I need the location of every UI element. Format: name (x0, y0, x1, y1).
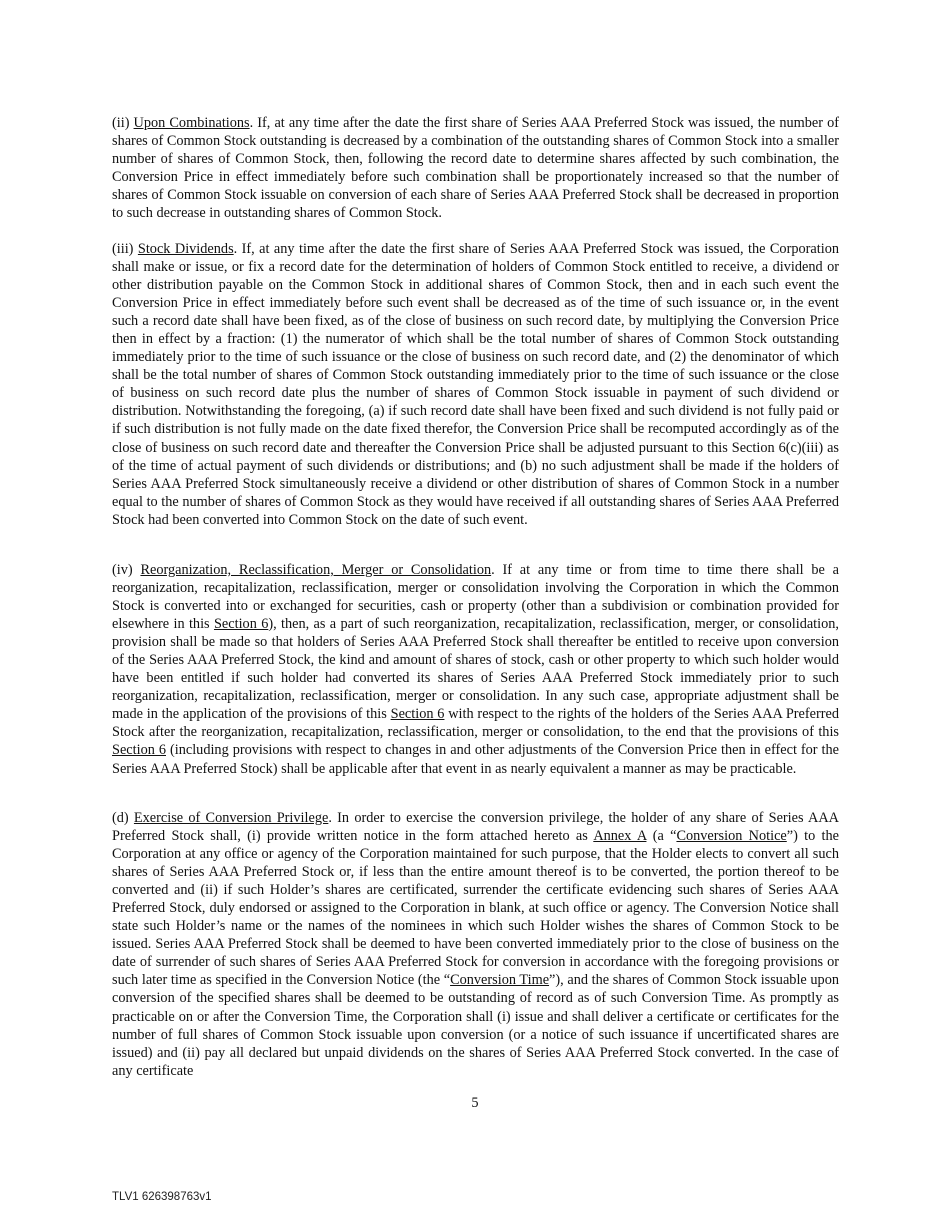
paragraph-text: . If at any time or from time to time there shall be a reorganization, recapitalization, reclassification, merger or consolidation involving the Corporation in which the Common Stock is converted into or exchanged for securities, cash or property (other than a subdivision or combination provided for elsewhere in this (112, 562, 839, 633)
defined-term: Conversion Time (450, 972, 550, 989)
paragraph-text: (a “ (646, 828, 677, 845)
section-reference: Section 6 (112, 742, 166, 759)
paragraph-lead: (iv) (112, 562, 141, 578)
paragraph-text: ), then, as a part of such reorganization, recapitalization, reclassification, merger, or consolidation, provision shall be made so that holders of Series AAA Preferred Stock shall thereafter be entitled to receive upon conversion of the Series AAA Preferred Stock, the kind and amount of shares of stock, cash or other property to which such holder would have been entitled if such holder had converted its shares of Series AAA Preferred Stock immediately prior to such reorganization, recapitalization, reclassification, merger or consolidation. In any such case, appropriate adjustment shall be made in the application of the provisions of this (112, 616, 839, 723)
section-heading: Exercise of Conversion Privilege (133, 810, 329, 826)
paragraph-lead: (iii) (112, 241, 138, 257)
paragraph-text: . If, at any time after the date the first share of Series AAA Preferred Stock was issued, the number of shares of Common Stock outstanding is decreased by a combination of the outstanding shares of Common Stock into a smaller number of shares of Common Stock, then, following the record date to determine shares affected by such combination, the Conversion Price in effect immediately before such combination shall be proportionately increased so that the number of shares of Common Stock issuable on conversion of each share of Series AAA Preferred Stock shall be decreased in proportion to such decrease in outstanding shares of Common Stock. (112, 115, 839, 222)
paragraph-text: ”), and the shares of Common Stock issuable upon conversion of the specified shares shall be deemed to be outstanding of record as of such Conversion Time. As promptly as practicable on or after the Conversion Time, the Corporation shall (i) issue and shall deliver a certificate or certificates for the number of full shares of Common Stock issuable upon conversion (or a notice of such issuance if uncertificated shares are issued) and (ii) pay all declared but unpaid dividends on the shares of Series AAA Preferred Stock converted. In the case of any certificate (112, 972, 839, 1079)
paragraph-text: ”) to the Corporation at any office or agency of the Corporation maintained for such purpose, that the Holder elects to convert all such shares of Series AAA Preferred Stock or, if less than the entire amount thereof is to be converted, the portion thereof to be converted and (ii) if such Holder’s shares are certificated, surrender the certificate evidencing such shares of Series AAA Preferred Stock, duly endorsed or assigned to the Corporation in blank, at such office or agency. The Conversion Notice shall state such Holder’s name or the names of the nominees in which such Holder wishes the shares of Common Stock to be issued. Series AAA Preferred Stock shall be deemed to have been converted immediately prior to the close of business on the date of surrender of such shares of Series AAA Preferred Stock for conversion in accordance with the foregoing provisions or such later time as specified in the Conversion Notice (the “ (112, 828, 840, 989)
paragraph-text: (including provisions with respect to changes in and other adjustments of the Conversion Price then in effect for the Series AAA Preferred Stock) shall be applicable after that event in as nearly equivalent a manner as may be practicable. (112, 742, 839, 777)
paragraph-reorganization (112, 561, 839, 778)
page-number: 5 (471, 1095, 479, 1111)
section-reference: Section 6 (390, 706, 445, 723)
defined-term: Conversion Notice (676, 828, 787, 845)
annex-reference: Annex A (593, 828, 647, 845)
paragraph-text: . In order to exercise the conversion privilege, the holder of any share of Series AAA Preferred Stock shall, (i) provide written notice in the form attached hereto as (112, 810, 839, 845)
section-heading: Reorganization, Reclassification, Merger or Consolidation (140, 562, 492, 578)
section-heading: Stock Dividends (137, 241, 234, 257)
section-heading: Upon Combinations (133, 115, 250, 131)
paragraph-text: with respect to the rights of the holders of the Series AAA Preferred Stock after the reorganization, recapitalization, reclassification, merger or consolidation, to the end that the provisions of this (112, 706, 840, 741)
paragraph-lead: (ii) (112, 115, 134, 131)
section-reference: Section 6 (213, 616, 269, 633)
paragraph-exercise-of-conversion (112, 809, 839, 1080)
paragraph-stock-dividends (112, 240, 839, 529)
document-footer-id: TLV1 626398763v1 (112, 1191, 212, 1203)
paragraph-lead: (d) (112, 810, 134, 826)
paragraph-upon-combinations (112, 114, 839, 222)
paragraph-text: . If, at any time after the date the first share of Series AAA Preferred Stock was issued, the Corporation shall make or issue, or fix a record date for the determination of holders of Common Stock entitled to receive, a dividend or other distribution payable on the Common Stock in additional shares of Common Stock, then and in each such event the Conversion Price in effect immediately before such event shall be decreased as of the time of such issuance or, in the event such a record date shall have been fixed, as of the close of business on such record date, by multiplying the Conversion Price then in effect by a fraction: (1) the numerator of which shall be the total number of shares of Common Stock outstanding immediately prior to the time of such issuance or the close of business on such record date, and (2) the denominator of which shall be the total number of shares of Common Stock outstanding immediately prior to the time of such issuance or the close of business on such record date plus the number of shares of Common Stock issuable in payment of such dividend or distribution. Notwithstanding the foregoing, (a) if such record date shall have been fixed and such dividend is not fully paid or if such distribution is not fully made on the date fixed therefor, the Conversion Price shall be recomputed accordingly as of the close of business on such record date and thereafter the Conversion Price shall be adjusted pursuant to this Section 6(c)(iii) as of the time of actual payment of such dividends or distributions; and (b) no such adjustment shall be made if the holders of Series AAA Preferred Stock simultaneously receive a dividend or other distribution of shares of Common Stock in a number equal to the number of shares of Common Stock as they would have received if all outstanding shares of Series AAA Preferred Stock had been converted into Common Stock on the date of such event. (112, 241, 839, 528)
